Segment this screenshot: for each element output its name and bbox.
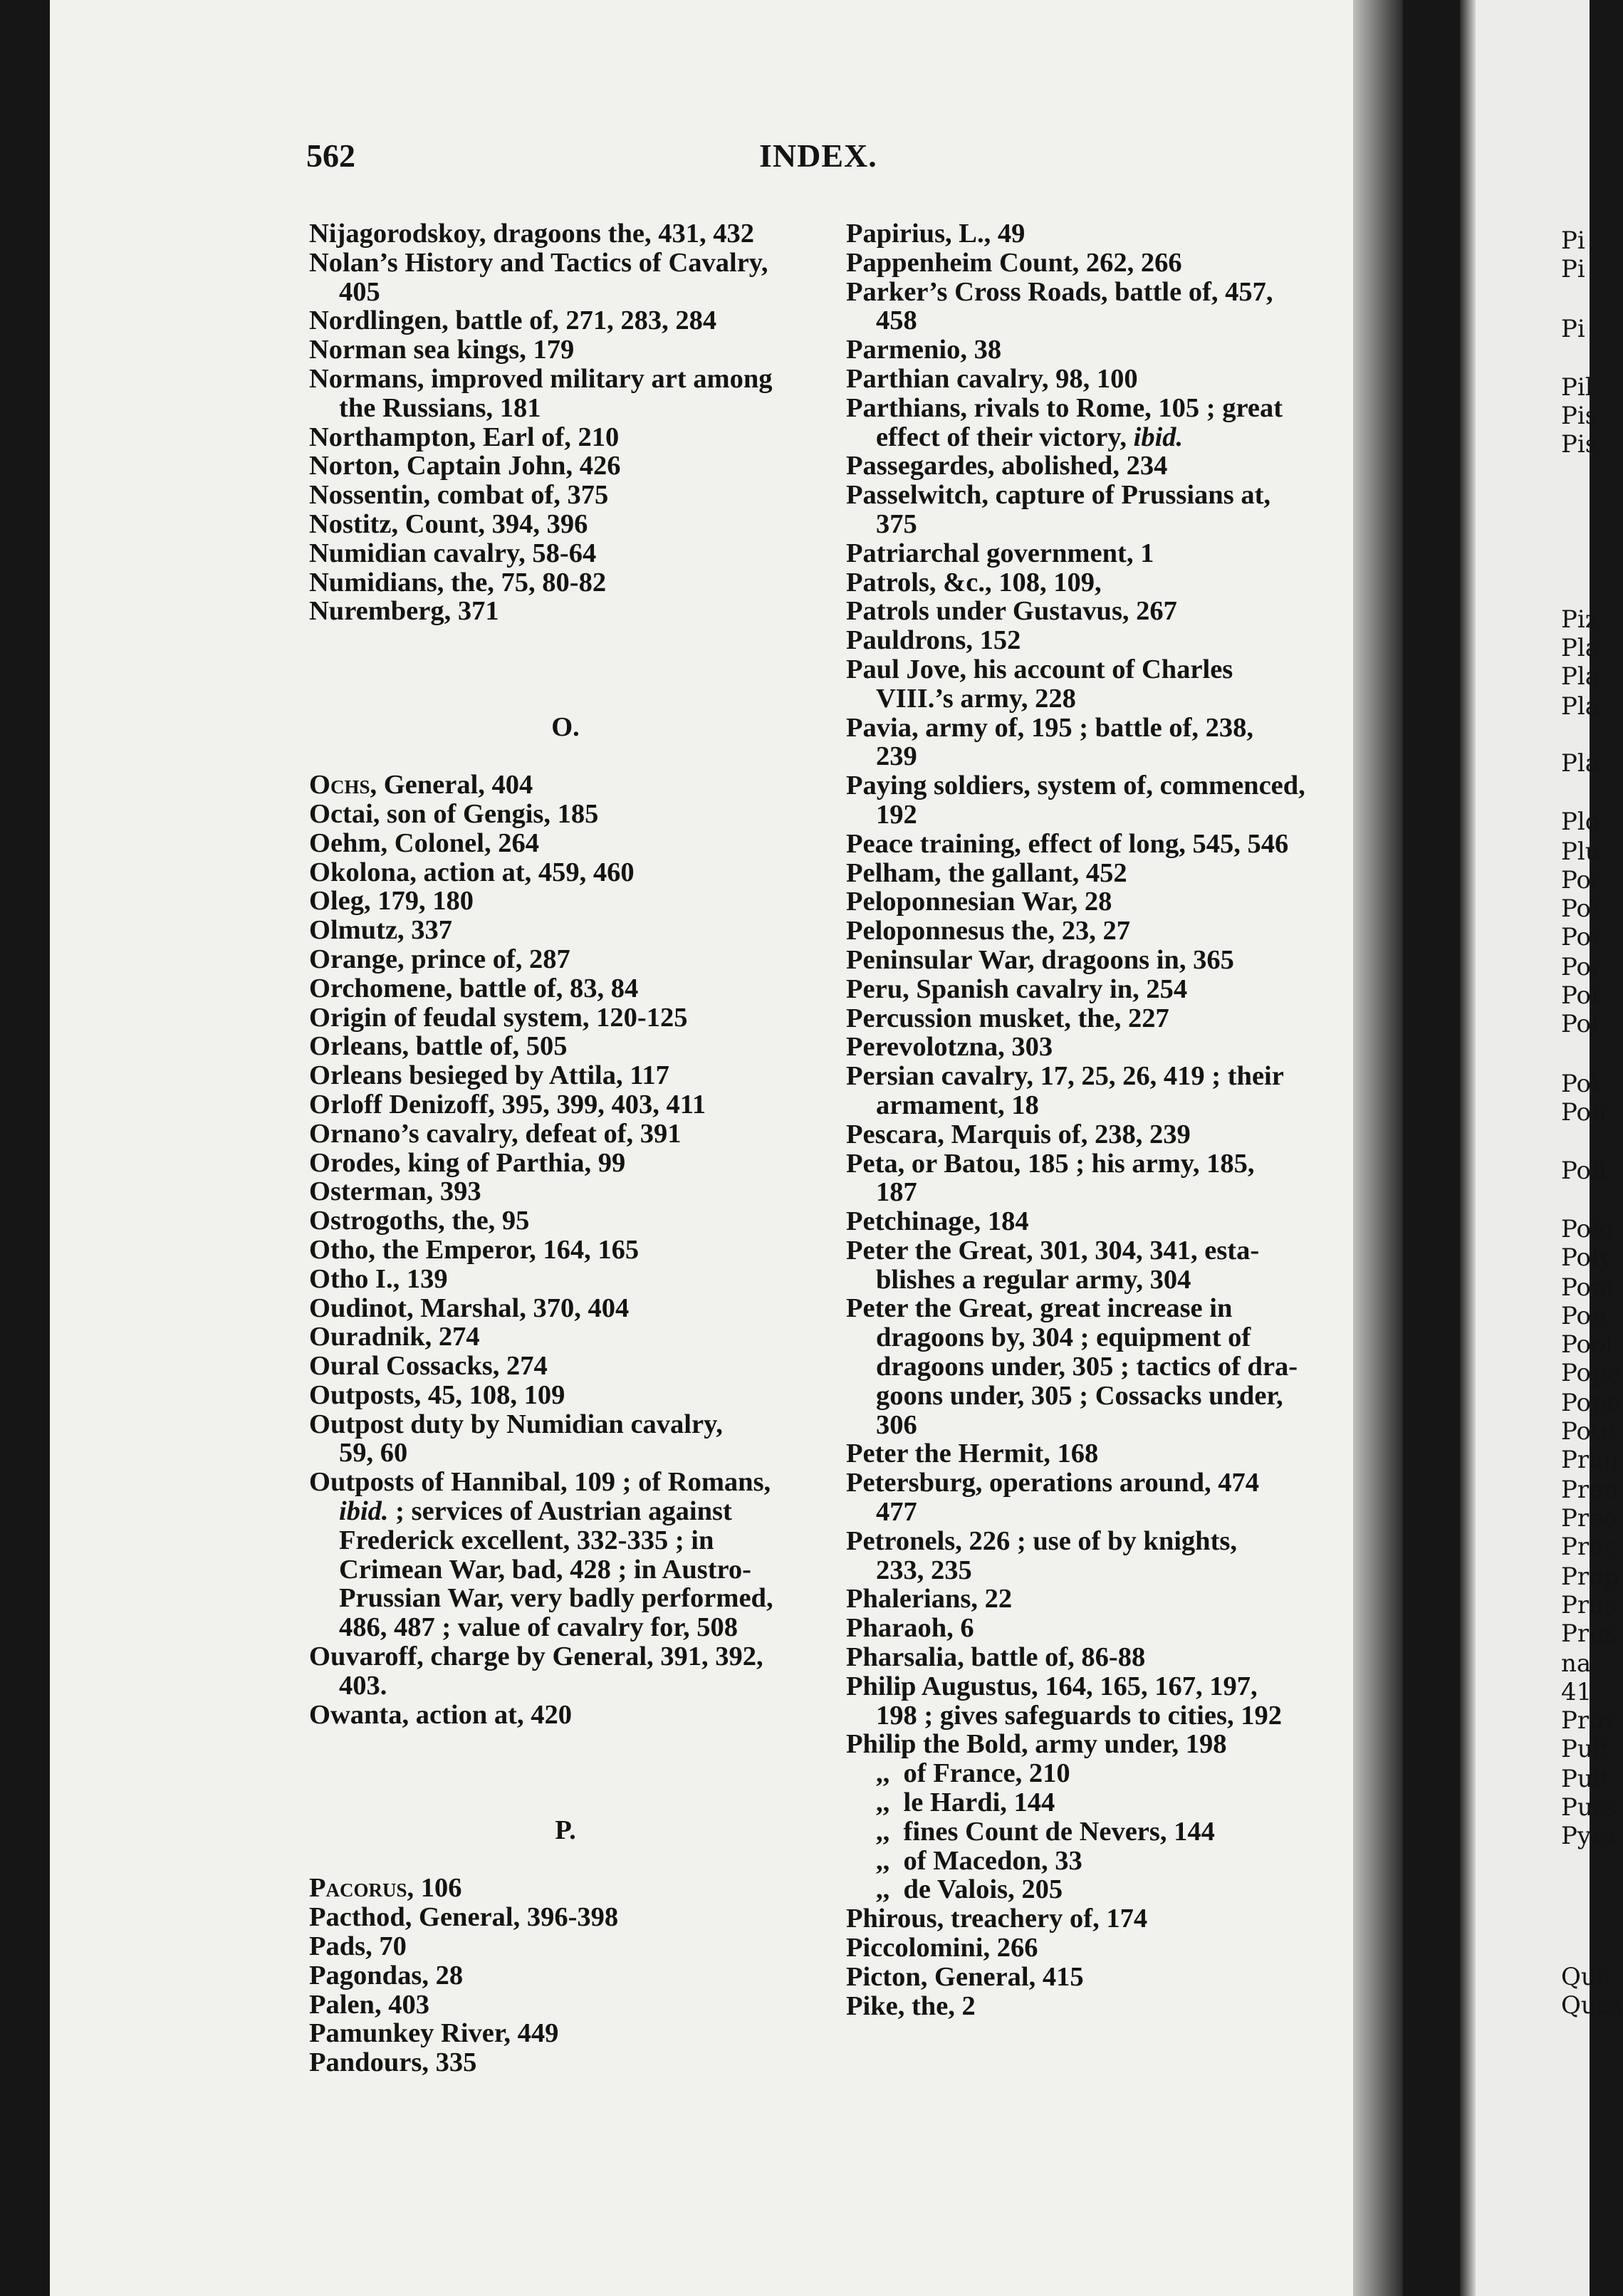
index-entry xyxy=(309,1177,808,1206)
index-entry xyxy=(846,830,1339,859)
index-entry xyxy=(846,1992,1339,2021)
entry-line: ,, fines Count de Nevers, 144 xyxy=(876,1816,1215,1847)
index-entry xyxy=(846,394,1339,452)
adjacent-page-text-fragment: Piz xyxy=(1561,605,1598,634)
adjacent-page-text-fragment: Pla xyxy=(1561,749,1600,778)
adjacent-page-text-fragment: Poly xyxy=(1561,1243,1613,1272)
entry-line: Parthian cavalry, 98, 100 xyxy=(846,363,1138,394)
entry-line: Nuremberg, 371 xyxy=(309,596,499,627)
adjacent-page-text-fragment: Polo xyxy=(1561,1215,1614,1243)
adjacent-page-text-fragment: Poi xyxy=(1561,894,1599,923)
entry-line: Orleans besieged by Attila, 117 xyxy=(309,1060,669,1091)
entry-line: Ornano’s cavalry, defeat of, 391 xyxy=(309,1118,682,1149)
entry-line: Pharaoh, 6 xyxy=(846,1613,974,1644)
index-entry xyxy=(846,1904,1339,1934)
entry-line: Pandours, 335 xyxy=(309,2047,477,2078)
index-entry xyxy=(846,1585,1339,1614)
index-entry xyxy=(309,249,808,307)
index-entry xyxy=(309,1322,808,1352)
page-gutter-shadow xyxy=(1353,0,1403,2296)
index-entry xyxy=(846,1468,1339,1527)
adjacent-page-text-fragment: Pi xyxy=(1561,226,1585,255)
index-entry xyxy=(846,1236,1339,1295)
entry-line: Patrols under Gustavus, 267 xyxy=(846,596,1177,627)
entry-line: Persian cavalry, 17, 25, 26, 419 ; their xyxy=(846,1061,1284,1092)
entry-line: 486, 487 ; value of cavalry for, 508 xyxy=(339,1612,738,1643)
adjacent-page-text-fragment: Purs xyxy=(1561,1793,1617,1822)
adjacent-page-text-fragment: Poi xyxy=(1561,953,1599,981)
index-entry xyxy=(846,1643,1339,1672)
adjacent-page-text-fragment: Prag xyxy=(1561,1446,1619,1474)
entry-line: Perevolotzna, 303 xyxy=(846,1032,1053,1063)
index-entry xyxy=(846,917,1339,946)
entry-line: Normans, improved military art among xyxy=(309,363,773,394)
entry-line: Pads, 70 xyxy=(309,1931,407,1962)
entry-line: dragoons by, 304 ; equipment of xyxy=(876,1322,1251,1353)
adjacent-page-text-fragment: Plo xyxy=(1561,808,1600,836)
index-entry xyxy=(846,1120,1339,1149)
index-entry xyxy=(309,568,808,598)
section-letter-heading: P. xyxy=(555,1815,576,1846)
entry-line: Pescara, Marquis of, 238, 239 xyxy=(846,1119,1191,1149)
index-entry xyxy=(309,1003,808,1033)
index-entry xyxy=(309,1874,808,1903)
adjacent-page-text-fragment: Pla xyxy=(1561,692,1600,721)
entry-line: Orodes, king of Parthia, 99 xyxy=(309,1147,626,1178)
index-entry xyxy=(309,858,808,887)
adjacent-page-text-fragment: Ques xyxy=(1561,1991,1623,2020)
entry-line: Oudinot, Marshal, 370, 404 xyxy=(309,1293,630,1323)
index-entry xyxy=(309,771,808,800)
entry-line: Numidian cavalry, 58-64 xyxy=(309,538,597,568)
index-entry xyxy=(846,1527,1339,1585)
entry-line: Pacorus, 106 xyxy=(309,1873,462,1904)
entry-line: Octai, son of Gengis, 185 xyxy=(309,798,599,829)
index-entry xyxy=(846,1672,1339,1731)
entry-line: Ochs, General, 404 xyxy=(309,770,533,800)
entry-line: Palen, 403 xyxy=(309,1989,429,2020)
entry-line: Prussian War, very badly performed, xyxy=(339,1583,773,1614)
index-entry xyxy=(309,2048,808,2077)
index-entry xyxy=(309,306,808,335)
adjacent-page-text-fragment: na xyxy=(1561,1649,1592,1678)
entry-line: Nossentin, combat of, 375 xyxy=(309,480,609,511)
entry-line: 187 xyxy=(876,1177,917,1208)
entry-line: 477 xyxy=(876,1497,917,1528)
entry-line: ,, of France, 210 xyxy=(876,1758,1070,1789)
entry-line: Paul Jove, his account of Charles xyxy=(846,654,1233,684)
entry-line: ,, de Valois, 205 xyxy=(876,1874,1063,1905)
index-entry xyxy=(846,452,1339,481)
adjacent-page-text-fragment: Preo xyxy=(1561,1504,1618,1533)
index-entry xyxy=(846,219,1339,249)
index-entry xyxy=(309,1206,808,1236)
entry-line: Pamunkey River, 449 xyxy=(309,2018,559,2049)
index-entry xyxy=(846,714,1339,772)
adjacent-page-text-fragment: Pyra xyxy=(1561,1822,1617,1850)
index-entry xyxy=(309,1352,808,1381)
adjacent-page-text-fragment: Prus xyxy=(1561,1619,1617,1648)
index-entry xyxy=(846,1439,1339,1468)
entry-line: Percussion musket, the, 227 xyxy=(846,1003,1169,1033)
entry-line: Okolona, action at, 459, 460 xyxy=(309,857,635,887)
index-entry xyxy=(309,1410,808,1468)
adjacent-page-gutter xyxy=(1460,0,1476,2296)
adjacent-page-text-fragment: Poi xyxy=(1561,981,1599,1010)
index-entry xyxy=(309,539,808,568)
entry-line: Philip the Bold, army under, 198 xyxy=(846,1729,1227,1760)
adjacent-page-text-fragment: Prus xyxy=(1561,1591,1617,1619)
adjacent-page-text-fragment: Pol xyxy=(1561,1010,1599,1038)
index-entry xyxy=(846,597,1339,626)
entry-line: Numidians, the, 75, 80-82 xyxy=(309,567,607,598)
entry-line: Parthians, rivals to Rome, 105 ; great xyxy=(846,392,1283,423)
index-entry xyxy=(309,1701,808,1730)
adjacent-page-text-fragment: Poc xyxy=(1561,866,1605,894)
index-entry xyxy=(309,1032,808,1061)
entry-line: Ouvaroff, charge by General, 391, 392, xyxy=(309,1642,763,1672)
index-entry xyxy=(846,1207,1339,1236)
index-entry xyxy=(846,1963,1339,1992)
adjacent-page-text-fragment: Pis xyxy=(1561,430,1598,459)
index-entry xyxy=(846,1004,1339,1033)
index-entry xyxy=(846,1294,1339,1439)
entry-line: goons under, 305 ; Cossacks under, xyxy=(876,1380,1283,1411)
index-entry xyxy=(309,2019,808,2048)
index-entry xyxy=(846,946,1339,975)
index-entry xyxy=(846,278,1339,336)
adjacent-page-text-fragment: 41 xyxy=(1561,1678,1592,1706)
index-entry xyxy=(309,1468,808,1642)
adjacent-page-text-fragment: Pult xyxy=(1561,1765,1611,1793)
adjacent-page-text-fragment: Pom xyxy=(1561,1273,1614,1302)
entry-line: Peter the Hermit, 168 xyxy=(846,1439,1099,1469)
index-entry xyxy=(309,1120,808,1149)
entry-line: Peta, or Batou, 185 ; his army, 185, xyxy=(846,1148,1255,1179)
index-entry xyxy=(309,800,808,829)
entry-line: Petersburg, operations around, 474 xyxy=(846,1468,1260,1498)
entry-line: Peloponnesian War, 28 xyxy=(846,887,1112,917)
entry-line: 59, 60 xyxy=(339,1438,408,1468)
entry-line: 198 ; gives safeguards to cities, 192 xyxy=(876,1700,1282,1731)
index-column-right xyxy=(846,219,1339,2020)
index-entry xyxy=(309,365,808,423)
adjacent-page-edge xyxy=(1460,0,1623,2296)
adjacent-page-text-fragment: Pool xyxy=(1561,1330,1614,1359)
entry-line: the Russians, 181 xyxy=(339,392,541,423)
entry-line: Nordlingen, battle of, 271, 283, 284 xyxy=(309,306,717,336)
entry-line: ibid. ; services of Austrian against xyxy=(339,1496,732,1527)
index-entry xyxy=(309,1149,808,1178)
entry-line: Outposts of Hannibal, 109 ; of Romans, xyxy=(309,1467,771,1498)
entry-line: Ostrogoths, the, 95 xyxy=(309,1206,530,1236)
index-entry xyxy=(309,974,808,1003)
index-entry xyxy=(309,423,808,452)
entry-line: 375 xyxy=(876,508,917,539)
adjacent-page-text-fragment: Qua xyxy=(1561,1963,1612,1991)
entry-line: Nostitz, Count, 394, 396 xyxy=(309,508,588,539)
index-entry xyxy=(846,655,1339,714)
entry-line: Passelwitch, capture of Prussians at, xyxy=(846,480,1271,511)
entry-line: ,, of Macedon, 33 xyxy=(876,1845,1082,1876)
index-entry xyxy=(309,452,808,481)
entry-line: Papirius, L., 49 xyxy=(846,219,1026,249)
entry-line: Pagondas, 28 xyxy=(309,1960,464,1990)
index-entry xyxy=(309,219,808,249)
section-letter-heading: O. xyxy=(551,712,580,743)
index-entry xyxy=(309,1061,808,1090)
entry-line: Otho, the Emperor, 164, 165 xyxy=(309,1234,640,1265)
entry-line: Parker’s Cross Roads, battle of, 457, xyxy=(846,276,1273,307)
entry-line: Frederick excellent, 332-335 ; in xyxy=(339,1525,714,1555)
entry-line: Peru, Spanish cavalry in, 254 xyxy=(846,974,1188,1004)
index-entry xyxy=(309,1236,808,1265)
entry-line: Patriarchal government, 1 xyxy=(846,538,1154,568)
index-entry xyxy=(846,771,1339,830)
entry-line: Petronels, 226 ; use of by knights, xyxy=(846,1525,1238,1556)
entry-line: Pappenheim Count, 262, 266 xyxy=(846,247,1182,278)
entry-line: Nolan’s History and Tactics of Cavalry, xyxy=(309,247,768,278)
entry-line: Pelham, the gallant, 452 xyxy=(846,857,1127,888)
entry-line: Pacthod, General, 396-398 xyxy=(309,1902,619,1933)
entry-line: Peninsular War, dragoons in, 365 xyxy=(846,944,1234,975)
adjacent-page-text-fragment: Plu xyxy=(1561,837,1601,866)
index-entry xyxy=(309,597,808,626)
entry-line: Peloponnesus the, 23, 27 xyxy=(846,916,1130,946)
index-entry xyxy=(309,887,808,916)
index-entry xyxy=(846,365,1339,394)
running-title: INDEX. xyxy=(759,137,877,174)
index-entry xyxy=(846,539,1339,568)
adjacent-page-text-fragment: Pla xyxy=(1561,662,1600,691)
index-entry xyxy=(846,887,1339,917)
entry-line: Picton, General, 415 xyxy=(846,1961,1084,1992)
index-entry xyxy=(846,335,1339,365)
adjacent-page-text-fragment: Pote xyxy=(1561,1417,1615,1446)
entry-line: Phalerians, 22 xyxy=(846,1584,1013,1614)
entry-line: Orange, prince of, 287 xyxy=(309,944,570,974)
entry-line: Piccolomini, 266 xyxy=(846,1933,1038,1963)
entry-line: Pharsalia, battle of, 86-88 xyxy=(846,1642,1146,1673)
entry-line: blishes a regular army, 304 xyxy=(876,1264,1191,1295)
adjacent-page-text-fragment: Pope xyxy=(1561,1359,1621,1387)
entry-line: Osterman, 393 xyxy=(309,1176,481,1207)
entry-line: Olmutz, 337 xyxy=(309,915,453,946)
entry-line: Otho I., 139 xyxy=(309,1263,448,1294)
entry-line: 233, 235 xyxy=(876,1555,972,1585)
section-spacer xyxy=(309,1729,808,1787)
index-entry xyxy=(846,1614,1339,1643)
adjacent-page-text-fragment: Pult xyxy=(1561,1735,1611,1763)
index-entry xyxy=(846,568,1339,598)
entry-line: 458 xyxy=(876,306,917,336)
adjacent-page-text-fragment: Prov xyxy=(1561,1706,1617,1735)
entry-line: Phirous, treachery of, 174 xyxy=(846,1904,1148,1934)
entry-line: Paying soldiers, system of, commenced, xyxy=(846,771,1305,801)
adjacent-page-text-fragment: Poli xyxy=(1561,1157,1607,1185)
index-entry xyxy=(309,1294,808,1323)
entry-line: Owanta, action at, 420 xyxy=(309,1699,572,1730)
entry-line: 403. xyxy=(339,1670,387,1701)
page-header xyxy=(306,137,1410,187)
index-entry xyxy=(309,1990,808,2020)
index-entry xyxy=(309,510,808,539)
entry-line: Philip Augustus, 164, 165, 167, 197, xyxy=(846,1671,1258,1701)
index-entry xyxy=(309,916,808,945)
entry-line: Pike, the, 2 xyxy=(846,1990,976,2021)
entry-line: Ouradnik, 274 xyxy=(309,1322,480,1352)
entry-line: 306 xyxy=(876,1409,917,1440)
entry-line: Origin of feudal system, 120-125 xyxy=(309,1002,688,1033)
entry-line: dragoons under, 305 ; tactics of dra- xyxy=(876,1352,1298,1382)
entry-line: Outpost duty by Numidian cavalry, xyxy=(309,1409,723,1439)
index-entry xyxy=(309,1932,808,1961)
entry-line: 192 xyxy=(876,799,917,830)
index-entry xyxy=(309,1642,808,1701)
entry-line: armament, 18 xyxy=(876,1090,1039,1120)
entry-line: Norman sea kings, 179 xyxy=(309,335,575,365)
index-entry xyxy=(846,859,1339,888)
index-entry xyxy=(309,1903,808,1932)
index-entry xyxy=(309,945,808,974)
adjacent-page-text-fragment: Poli xyxy=(1561,1098,1607,1127)
adjacent-page-text-fragment: Pi xyxy=(1561,255,1585,283)
entry-line: Peter the Great, great increase in xyxy=(846,1293,1233,1324)
index-entry xyxy=(846,975,1339,1004)
entry-line: Patrols, &c., 108, 109, xyxy=(846,567,1102,598)
section-spacer xyxy=(309,626,808,684)
page-number: 562 xyxy=(306,137,355,174)
entry-line: Peter the Great, 301, 304, 341, esta- xyxy=(846,1235,1260,1266)
index-entry xyxy=(309,1381,808,1410)
index-entry xyxy=(309,1090,808,1120)
index-entry xyxy=(846,1149,1339,1208)
entry-line: 405 xyxy=(339,276,380,307)
entry-line: ,, le Hardi, 144 xyxy=(876,1788,1055,1818)
adjacent-page-text-fragment: Pla xyxy=(1561,634,1600,662)
entry-line: Orleans, battle of, 505 xyxy=(309,1031,568,1062)
adjacent-page-text-fragment: Pis xyxy=(1561,402,1598,430)
index-entry xyxy=(309,1265,808,1294)
adjacent-page-text-fragment: Pi xyxy=(1561,315,1585,343)
adjacent-page-text-fragment: Proc xyxy=(1561,1533,1617,1561)
entry-line: Peace training, effect of long, 545, 546 xyxy=(846,828,1289,859)
entry-line: Orchomene, battle of, 83, 84 xyxy=(309,973,639,1003)
adjacent-page-text-fragment: Pope xyxy=(1561,1389,1621,1417)
index-entry xyxy=(846,1033,1339,1062)
index-entry xyxy=(846,1062,1339,1120)
entry-line: Parmenio, 38 xyxy=(846,335,1002,365)
entry-line: Pavia, army of, 195 ; battle of, 238, xyxy=(846,712,1254,743)
index-entry xyxy=(846,249,1339,278)
entry-line: Pauldrons, 152 xyxy=(846,625,1021,656)
entry-line: Orloff Denizoff, 395, 399, 403, 411 xyxy=(309,1089,706,1120)
index-entry xyxy=(846,1934,1339,1963)
index-entry xyxy=(309,829,808,858)
adjacent-page-text-fragment: Pil xyxy=(1561,373,1593,402)
entry-line: Northampton, Earl of, 210 xyxy=(309,422,620,452)
entry-line: Outposts, 45, 108, 109 xyxy=(309,1379,565,1410)
entry-line: Oleg, 179, 180 xyxy=(309,886,474,917)
entry-line: 239 xyxy=(876,741,917,772)
index-entry xyxy=(309,1961,808,1990)
entry-line: Crimean War, bad, 428 ; in Austro- xyxy=(339,1554,752,1585)
entry-line: Nijagorodskoy, dragoons the, 431, 432 xyxy=(309,219,754,249)
entry-line: Oural Cossacks, 274 xyxy=(309,1351,548,1382)
entry-line: Petchinage, 184 xyxy=(846,1206,1029,1237)
index-entry xyxy=(309,481,808,510)
index-entry xyxy=(846,481,1339,539)
entry-line: Norton, Captain John, 426 xyxy=(309,451,621,481)
index-entry xyxy=(846,1730,1339,1904)
entry-line: Passegardes, abolished, 234 xyxy=(846,451,1168,481)
adjacent-page-text-fragment: Pol xyxy=(1561,1070,1599,1098)
adjacent-page-text-fragment: Pon xyxy=(1561,1302,1607,1330)
index-entry xyxy=(309,335,808,365)
entry-line: VIII.’s army, 228 xyxy=(876,683,1076,714)
entry-line: Oehm, Colonel, 264 xyxy=(309,828,539,858)
index-entry xyxy=(846,626,1339,655)
entry-line: effect of their victory, ibid. xyxy=(876,422,1184,452)
adjacent-page-text-fragment: Poi xyxy=(1561,923,1599,951)
adjacent-page-text-fragment: Prop xyxy=(1561,1562,1619,1591)
adjacent-page-text-fragment: Pren xyxy=(1561,1476,1619,1504)
index-column-left xyxy=(309,219,808,2077)
